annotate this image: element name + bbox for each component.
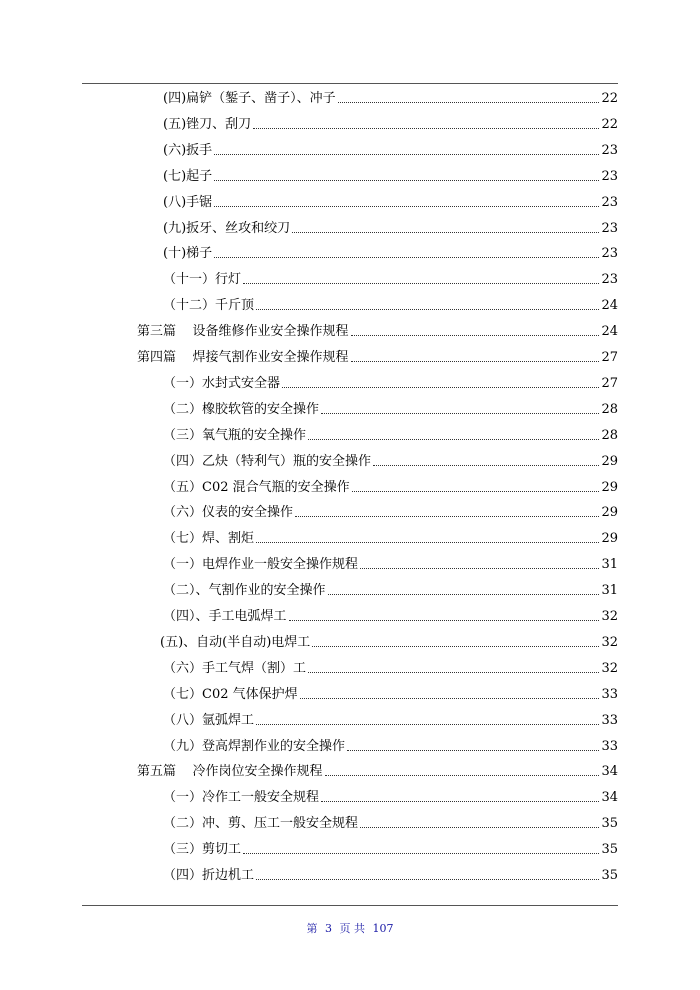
toc-entry-title: 第三篇 设备维修作业安全操作规程 <box>137 324 349 340</box>
dot-leader <box>321 800 599 802</box>
toc-entry-page: 23 <box>601 220 618 236</box>
dot-leader <box>282 386 599 388</box>
toc-entry-page: 23 <box>601 168 618 184</box>
dot-leader <box>351 334 600 336</box>
toc-entry-title: （六）仪表的安全操作 <box>163 505 294 521</box>
toc-entry-page: 35 <box>601 842 618 858</box>
dot-leader <box>243 282 599 284</box>
dot-leader <box>351 360 600 362</box>
toc-entry-page: 27 <box>601 350 618 365</box>
footer-mid: 页 共 <box>339 922 365 935</box>
dot-leader <box>321 412 599 414</box>
toc-entry[interactable] <box>0 760 618 780</box>
toc-entry-page: 29 <box>601 531 618 547</box>
dot-leader <box>300 697 600 699</box>
toc-entry[interactable] <box>0 657 618 677</box>
dot-leader <box>312 645 599 647</box>
toc-entry[interactable] <box>0 242 618 262</box>
toc-entry-page: 33 <box>601 738 618 754</box>
toc-entry-page: 27 <box>601 375 618 391</box>
toc-entry[interactable] <box>0 631 618 651</box>
dot-leader <box>243 852 599 854</box>
dot-leader <box>328 593 600 595</box>
toc-entry-title: （十二）千斤顶 <box>163 298 255 314</box>
toc-entry-page: 31 <box>601 557 618 573</box>
dot-leader <box>308 438 599 440</box>
dot-leader <box>338 101 600 103</box>
toc-entry-page: 29 <box>601 479 618 495</box>
dot-leader <box>295 515 599 517</box>
toc-entry-page: 29 <box>601 453 618 469</box>
dot-leader <box>360 826 599 828</box>
toc-entry[interactable] <box>0 864 618 884</box>
dot-leader <box>352 490 600 492</box>
toc-entry-title: （四）、手工电弧焊工 <box>163 609 287 624</box>
toc-entry[interactable] <box>0 683 618 703</box>
dot-leader <box>256 878 599 880</box>
toc-entry[interactable] <box>0 294 618 314</box>
toc-entry-page: 31 <box>601 583 618 599</box>
toc-entry-title: （九）登高焊割作业的安全操作 <box>163 738 346 754</box>
toc-entry[interactable] <box>0 527 618 547</box>
toc-entry-title: （七）C02 气体保护焊 <box>163 686 298 702</box>
toc-entry-title: （二）、气割作业的安全操作 <box>163 583 326 599</box>
dot-leader <box>214 153 599 155</box>
toc-entry[interactable] <box>0 372 618 392</box>
toc-entry[interactable] <box>0 553 618 573</box>
toc-entry-title: (六)扳手 <box>163 142 213 158</box>
page-footer <box>0 920 700 936</box>
toc-entry[interactable] <box>0 735 618 755</box>
toc-entry-page: 32 <box>601 609 618 624</box>
toc-entry-page: 28 <box>601 427 618 443</box>
toc-entry-page: 32 <box>601 660 618 676</box>
toc-entry-page: 35 <box>601 868 618 883</box>
dot-leader <box>256 723 599 725</box>
toc-entry-page: 34 <box>601 790 618 806</box>
toc-entry-title: （二）橡胶软管的安全操作 <box>163 401 320 417</box>
toc-entry-title: （二）冲、剪、压工一般安全规程 <box>163 816 359 832</box>
dot-leader <box>253 127 599 129</box>
toc-entry-title: （四）乙炔（特利气）瓶的安全操作 <box>163 453 372 469</box>
toc-entry[interactable] <box>0 398 618 418</box>
toc-entry[interactable] <box>0 812 618 832</box>
toc-entry-title: (五)锉刀、刮刀 <box>163 116 252 132</box>
toc-entry-page: 28 <box>601 401 618 417</box>
toc-entry[interactable] <box>0 450 618 470</box>
toc-entry-title: (十)梯子 <box>163 246 213 262</box>
dot-leader <box>214 256 599 258</box>
toc-entry[interactable] <box>0 579 618 599</box>
toc-entry[interactable] <box>0 786 618 806</box>
dot-leader <box>373 464 599 466</box>
toc-entry-page: 34 <box>601 764 618 780</box>
dot-leader <box>256 308 599 310</box>
dot-leader <box>292 231 599 233</box>
dot-leader <box>289 619 600 621</box>
toc-entry-page: 24 <box>601 324 618 340</box>
toc-entry[interactable] <box>0 87 618 107</box>
toc-entry[interactable] <box>0 501 618 521</box>
dot-leader <box>347 749 599 751</box>
toc-entry-title: 第五篇 冷作岗位安全操作规程 <box>137 764 323 780</box>
toc-entry-page: 33 <box>601 686 618 702</box>
toc-entry-page: 22 <box>601 91 618 106</box>
toc-entry[interactable] <box>0 709 618 729</box>
dot-leader <box>360 567 599 569</box>
toc-entry-page: 35 <box>601 816 618 832</box>
toc-entry-title: （十一）行灯 <box>163 272 242 288</box>
footer-total-pages: 107 <box>372 922 394 935</box>
toc-entry-title: （七）焊、割炬 <box>163 531 255 547</box>
toc-entry-page: 22 <box>601 116 618 132</box>
toc-entry-title: （三）剪切工 <box>163 842 242 858</box>
toc-entry-title: （八）氩弧焊工 <box>163 712 255 728</box>
toc-entry-page: 23 <box>601 194 618 210</box>
toc-entry-title: （一）水封式安全器 <box>163 375 281 391</box>
toc-entry-title: (五)、自动(半自动)电焊工 <box>160 634 311 650</box>
toc-entry-page: 29 <box>601 505 618 521</box>
toc-entry-title: (四)扁铲（錾子、凿子）、冲子 <box>163 91 336 106</box>
toc-entry[interactable] <box>0 268 618 288</box>
toc-entry[interactable] <box>0 424 618 444</box>
toc-entry-title: （三）氧气瓶的安全操作 <box>163 427 307 443</box>
toc-entry[interactable] <box>0 476 618 496</box>
toc-entry-title: （四）折边机工 <box>163 868 255 883</box>
footer-prefix: 第 <box>306 922 318 935</box>
toc-entry[interactable] <box>0 346 618 366</box>
dot-leader <box>308 671 599 673</box>
toc-entry-page: 23 <box>601 142 618 158</box>
dot-leader <box>214 205 599 207</box>
toc-entry-title: (九)扳牙、丝攻和绞刀 <box>163 220 291 236</box>
toc-entry-page: 33 <box>601 712 618 728</box>
dot-leader <box>325 774 600 776</box>
toc-entry-title: (八)手锯 <box>163 194 213 210</box>
toc-entry-page: 23 <box>601 246 618 262</box>
toc-entry[interactable] <box>0 113 618 133</box>
toc-entry-title: （五）C02 混合气瓶的安全操作 <box>163 479 350 495</box>
toc-entry-title: （一）电焊作业一般安全操作规程 <box>163 557 359 573</box>
toc-entry[interactable] <box>0 838 618 858</box>
toc-entry-page: 23 <box>601 272 618 288</box>
toc-entry[interactable] <box>0 191 618 211</box>
toc-entry[interactable] <box>0 320 618 340</box>
toc-entry[interactable] <box>0 165 618 185</box>
toc-entry[interactable] <box>0 605 618 625</box>
toc-entry[interactable] <box>0 217 618 237</box>
dot-leader <box>214 179 599 181</box>
header-rule <box>82 83 618 84</box>
toc-entry[interactable] <box>0 139 618 159</box>
toc-entry-page: 32 <box>601 634 618 650</box>
toc-entry-title: (七)起子 <box>163 168 213 184</box>
toc-entry-page: 24 <box>601 298 618 314</box>
toc-entry-title: 第四篇 焊接气割作业安全操作规程 <box>137 350 349 365</box>
toc-entry-title: （六）手工气焊（割）工 <box>163 660 307 676</box>
dot-leader <box>256 541 599 543</box>
footer-current-page: 3 <box>325 922 332 935</box>
footer-rule <box>82 905 618 906</box>
toc-entry-title: （一）冷作工一般安全规程 <box>163 790 320 806</box>
